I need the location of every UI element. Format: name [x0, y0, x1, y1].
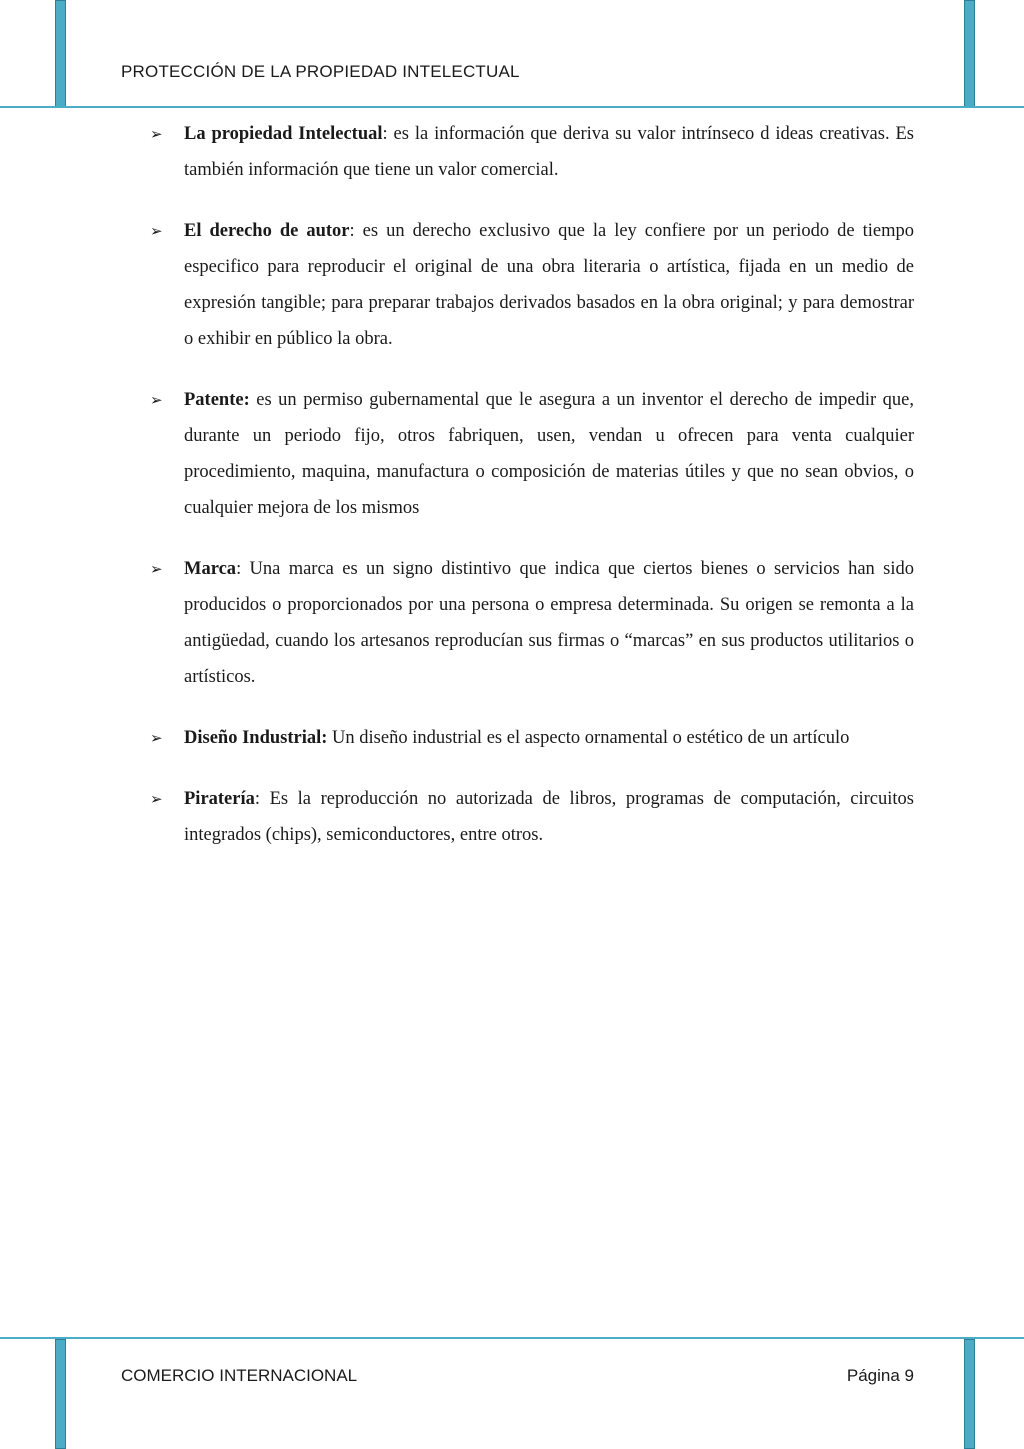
footer-right-bar [964, 1339, 975, 1449]
header-rule [0, 106, 1024, 108]
list-item [150, 720, 914, 756]
page-number: Página 9 [846, 1366, 914, 1385]
item-term: Diseño Industrial: [184, 728, 328, 748]
arrow-bullet-icon: ➢ [150, 391, 163, 409]
list-item [150, 116, 914, 188]
item-text: Una marca es un signo distintivo que indica que ciertos bienes o servicios han sido producidos o proporcionados por una persona o empresa determinada. Su origen se remonta a la antigüedad, cuando los artesanos reproducían sus firmas o “marcas” en sus productos utilitarios o artísticos. [184, 559, 914, 687]
header-right-bar [964, 0, 975, 108]
definitions-list [150, 116, 914, 878]
item-separator: : [236, 559, 242, 579]
item-text: es la información que deriva su valor intrínseco d ideas creativas. Es también información que tiene un valor comercial. [184, 124, 914, 180]
list-item [150, 213, 914, 357]
item-term: Marca [184, 559, 237, 579]
arrow-bullet-icon: ➢ [150, 125, 163, 143]
item-text: es un permiso gubernamental que le asegura a un inventor el derecho de impedir que, durante un periodo fijo, otros fabriquen, usen, vendan u ofrecen para venta cualquier procedimiento, maquina, manufactura o composición de materias útiles y que no sean obvios, o cualquier mejora de los mismos [184, 390, 914, 518]
list-item [150, 382, 914, 526]
list-item [150, 781, 914, 853]
footer-left-bar [55, 1339, 66, 1449]
footer-rule [0, 1337, 1024, 1339]
page-header-title: PROTECCIÓN DE LA PROPIEDAD INTELECTUAL [121, 62, 520, 81]
item-term: El derecho de autor [184, 221, 350, 241]
list-item [150, 551, 914, 695]
item-separator: : [349, 221, 355, 241]
item-term: Patente: [184, 390, 250, 410]
item-text: Un diseño industrial es el aspecto ornamental o estético de un artículo [327, 728, 850, 748]
arrow-bullet-icon: ➢ [150, 222, 163, 240]
item-text: Es la reproducción no autorizada de libros, programas de computación, circuitos integrados (chips), semiconductores, entre otros. [184, 789, 914, 845]
arrow-bullet-icon: ➢ [150, 790, 163, 808]
item-term: Piratería [184, 789, 255, 809]
item-text: es un derecho exclusivo que la ley confiere por un periodo de tiempo especifico para reproducir el original de una obra literaria o artística, fijada en un medio de expresión tangible; para preparar trabajos derivados basados en la obra original; y para demostrar o exhibir en público la obra. [184, 221, 914, 349]
page-footer-title: COMERCIO INTERNACIONAL [121, 1366, 358, 1385]
item-separator: : [254, 789, 261, 809]
arrow-bullet-icon: ➢ [150, 560, 163, 578]
arrow-bullet-icon: ➢ [150, 729, 163, 747]
item-separator: : [382, 124, 388, 144]
item-term: La propiedad Intelectual [184, 124, 383, 144]
header-left-bar [55, 0, 66, 108]
